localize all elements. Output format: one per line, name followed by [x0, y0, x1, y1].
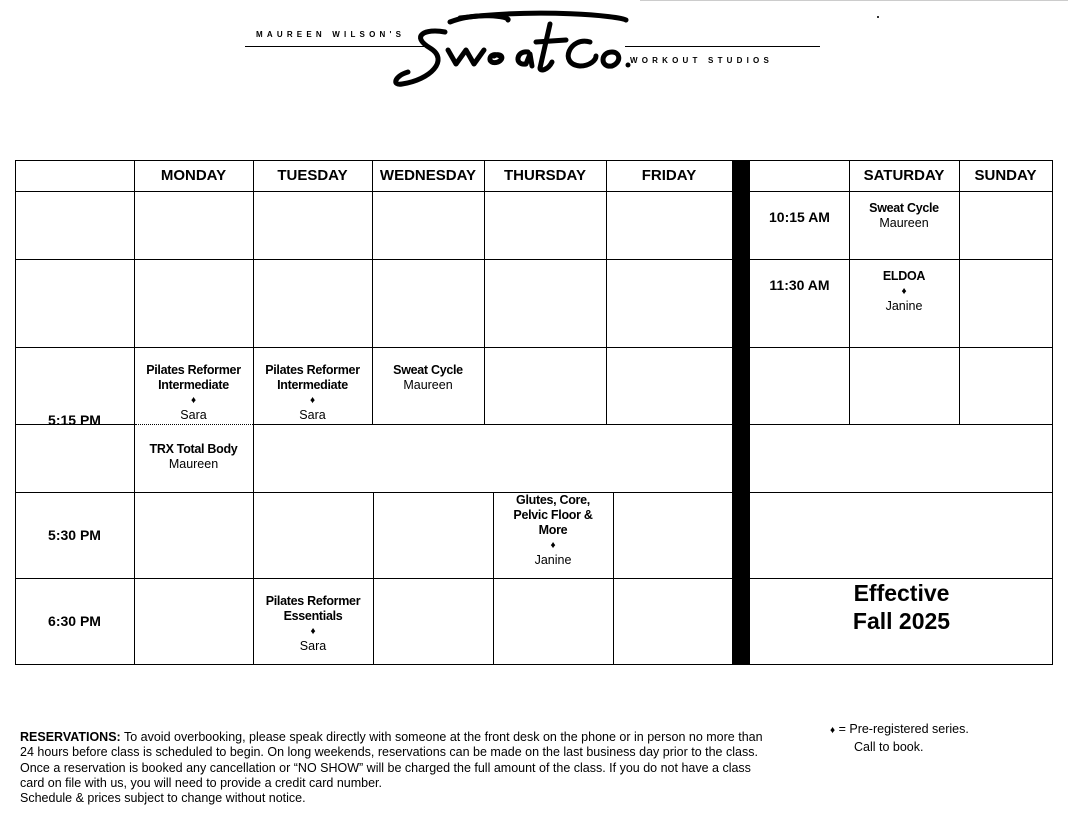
grid-line — [15, 259, 1053, 260]
logo-tagline: WORKOUT STUDIOS — [630, 56, 773, 65]
pre-registered-diamond-icon: ♦ — [310, 626, 316, 637]
class-name-line3: More — [538, 523, 568, 537]
reservations-policy — [20, 730, 765, 806]
instructor-name: Maureen — [168, 457, 219, 471]
class-saturday-1130 — [849, 269, 959, 314]
studio-logo — [245, 10, 825, 90]
instructor-name: Sara — [299, 639, 327, 653]
instructor-name: Sara — [180, 408, 207, 422]
instructor-name: Sara — [299, 408, 326, 422]
top-border-line — [640, 0, 1068, 1]
class-name-line2: Pelvic Floor & — [513, 508, 593, 522]
class-tuesday-630 — [253, 594, 373, 654]
grid-line — [253, 424, 733, 425]
time-label-1130am: 11:30 AM — [769, 277, 830, 293]
class-name-line1: Pilates Reformer — [265, 594, 361, 608]
effective-date-notice — [750, 579, 1053, 635]
reservations-text: To avoid overbooking, please speak directly with someone at the front desk on the phone or in person no more than 24 hours before class is scheduled to begin. On long weekends, reservations can be made on the last business day prior to the class. Once a reservation is booked any cancellation or “NO SHOW” will be charged the full amount of the class. If you do not have a class card on file with us, you will need to provide a credit card number. — [20, 730, 763, 790]
time-label-630pm: 6:30 PM — [48, 613, 101, 629]
class-name: Sweat Cycle — [869, 201, 939, 215]
logo-script-wordmark — [390, 10, 640, 90]
header-friday: FRIDAY — [641, 167, 697, 184]
class-name-line2: Essentials — [283, 609, 343, 623]
time-label-1015am: 10:15 AM — [769, 209, 830, 225]
reservations-label: RESERVATIONS: — [20, 730, 121, 744]
grid-line — [613, 492, 614, 665]
header-thursday: THURSDAY — [504, 167, 586, 184]
grid-dotted-line — [135, 424, 253, 425]
grid-line — [373, 492, 374, 665]
pre-registered-diamond-icon: ♦ — [309, 395, 316, 406]
header-sunday: SUNDAY — [974, 167, 1037, 184]
logo-rule-right — [625, 46, 820, 47]
speck — [877, 16, 879, 18]
class-name: TRX Total Body — [149, 442, 238, 456]
logo-owner-name: MAUREEN WILSON'S — [256, 30, 406, 39]
class-name-line1: Pilates Reformer — [265, 363, 360, 377]
time-label-530pm: 5:30 PM — [48, 527, 101, 543]
header-monday: MONDAY — [160, 167, 227, 184]
class-monday-515-trx — [134, 442, 253, 472]
grid-line — [15, 664, 1053, 665]
class-name: Sweat Cycle — [393, 363, 463, 377]
time-label-515pm: 5:15 PM — [48, 411, 101, 428]
diamond-legend-icon: ♦ — [830, 725, 836, 736]
schedule-disclaimer: Schedule & prices subject to change without notice. — [20, 791, 306, 806]
legend-line1: = Pre-registered series. — [835, 722, 969, 736]
class-schedule-table — [15, 160, 1053, 665]
class-monday-515 — [134, 363, 253, 423]
legend-line2: Call to book. — [854, 740, 924, 754]
effective-line1: Effective — [853, 580, 950, 606]
grid-line — [15, 191, 1053, 192]
instructor-name: Maureen — [879, 216, 929, 230]
instructor-name: Maureen — [403, 378, 453, 392]
grid-line — [959, 160, 960, 424]
class-name-line1: Pilates Reformer — [146, 363, 241, 377]
instructor-name: Janine — [885, 299, 923, 313]
pre-registered-diamond-icon: ♦ — [550, 540, 556, 551]
header-tuesday: TUESDAY — [277, 167, 348, 184]
class-name-line1: Glutes, Core, — [516, 493, 590, 507]
class-name: ELDOA — [882, 269, 926, 283]
grid-line — [606, 160, 607, 424]
reservations-paragraph — [20, 730, 765, 791]
grid-line — [15, 347, 1053, 348]
grid-line — [750, 424, 1053, 425]
class-saturday-1015 — [849, 201, 959, 231]
pre-registered-diamond-icon: ♦ — [901, 286, 907, 297]
effective-line2: Fall 2025 — [852, 608, 951, 634]
class-name-line2: Intermediate — [277, 378, 348, 392]
instructor-name: Janine — [534, 553, 572, 567]
class-wednesday-515 — [372, 363, 484, 393]
diamond-legend — [830, 721, 969, 755]
class-thursday-530 — [493, 493, 613, 568]
class-tuesday-515 — [253, 363, 372, 423]
header-wednesday: WEDNESDAY — [379, 167, 477, 184]
header-saturday: SATURDAY — [863, 167, 945, 184]
class-name-line2: Intermediate — [158, 378, 229, 392]
weekday-weekend-divider — [732, 160, 750, 665]
grid-line — [484, 160, 485, 424]
pre-registered-diamond-icon: ♦ — [190, 395, 197, 406]
